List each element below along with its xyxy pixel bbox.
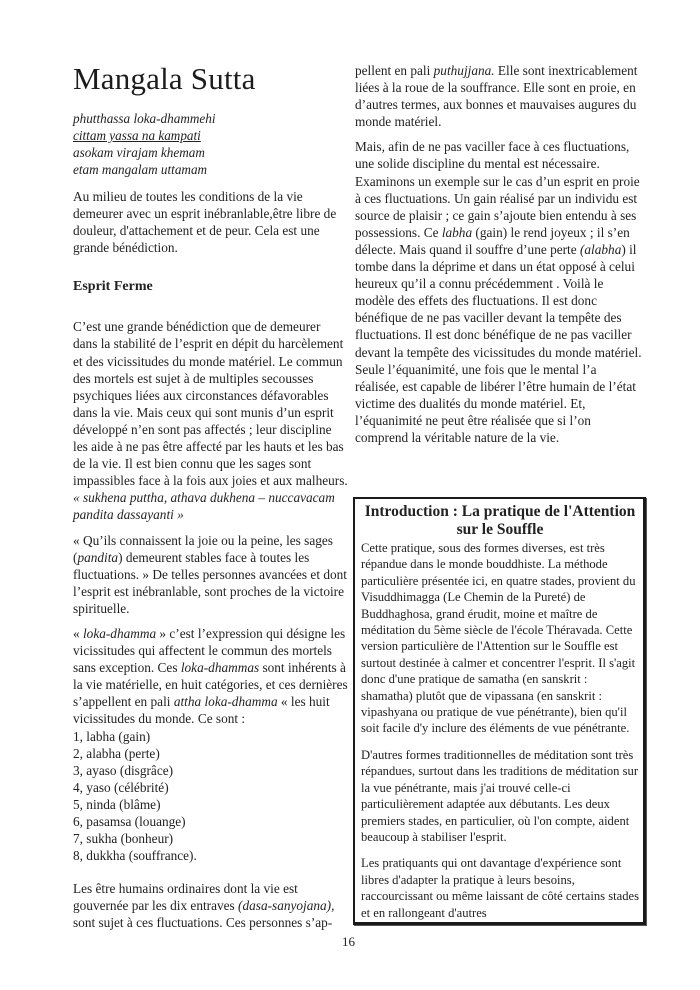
left-column — [73, 60, 348, 940]
page-number: 16 — [342, 934, 355, 949]
verse-line: etam mangalam uttamam — [73, 162, 208, 177]
body-paragraph — [355, 62, 643, 130]
pali-term: loka-dhamma — [82, 625, 157, 641]
box-paragraph: Les pratiquants qui ont davantage d'expérience sont libres d'adapter la pratique à leurs besoins, raccourcissant ou même laissant de côté certains stades et en rallongeant d'autres — [361, 856, 640, 920]
list-item: 2, alabha (perte) — [73, 745, 160, 761]
pali-term: pandita — [77, 549, 119, 565]
box-paragraph: Cette pratique, sous des formes diverses, est très répandue dans le monde bouddhiste. La méthode particulière présentée ici, en quatre stades, provient du Visuddhimagga (Le Chemin de la Pureté) de Buddhaghosa, grand érudit, moine et maître de méditation du 5ème siècle de l'école Théravada. Cette version particulière de l'Attention sur le Souffle est surtout destinée à calmer et concentrer l'esprit. Il s'agit donc d'une pratique de samatha (en sanskrit : shamatha) plutôt que de vipassana (en sanskrit : vipashyana ou pratique de vue pénétrante), bien qu'il soit facile d'y inclure des éléments de vue pénétrante. — [361, 541, 636, 736]
pali-term: labha — [441, 224, 473, 240]
intro-sidebar-box — [353, 497, 646, 925]
text-run: « les huit vicissitudes du monde. Ce sont : — [73, 694, 330, 727]
pali-verse — [73, 110, 348, 178]
box-title: Introduction : La pratique de l'Attention sur le Souffle — [364, 503, 636, 538]
pali-term: attha loka-dhamma — [173, 694, 278, 710]
list-item: 3, ayaso (disgrâce) — [73, 762, 174, 778]
list-item: 1, labha (gain) — [73, 728, 151, 744]
text-run: Mais, afin de ne pas vaciller face à ces fluctuations, une solide discipline du mental est nécessaire. Examinons un exemple sur le cas d’un esprit en proie à ces fluctuations. Un gain réalisé par un individu est source de plaisir ; ce gain s’ajoute bien entendu à ses possessions. Ce — [355, 139, 640, 240]
intro-paragraph: Au milieu de toutes les conditions de la vie demeurer avec un esprit inébranlable,être libre de douleur, d'attachement et de peur. Cela est une grande bénédiction. — [73, 189, 337, 256]
list-item: 7, sukha (bonheur) — [73, 831, 174, 847]
verse-line: asokam virajam khemam — [73, 145, 205, 160]
verse-line: phutthassa loka-dhammehi — [73, 111, 216, 126]
page-title: Mangala Sutta — [73, 61, 256, 96]
text-run: Les être humains ordinaires dont la vie est gouvernée par les dix entraves — [73, 881, 298, 914]
section-heading: Esprit Ferme — [73, 279, 153, 295]
list-item: 5, ninda (blâme) — [73, 796, 161, 812]
text-run: ) demeurent stables face à toutes les fluctuations. » De telles personnes avancées et dont l’esprit est inébranlable, sont proches de la victoire spirituelle. — [73, 549, 347, 616]
pali-term: (dasa-sanyojana), — [238, 898, 335, 914]
list-item: 4, yaso (célébrité) — [73, 779, 169, 795]
body-paragraph — [73, 880, 348, 931]
pali-term: (alabha — [579, 241, 622, 257]
text-run: sont sujet à ces fluctuations. Ces personnes s’ap- — [73, 915, 333, 931]
text-run: sont inhérents à la vie matérielle, en huit catégories, et ces dernières s’appellent en pali — [73, 660, 348, 710]
right-column — [355, 62, 643, 454]
text-run: Elle sont inextricablement liées à la roue de la souffrance. Elle sont en proie, en d’autres termes, aux bonnes et mauvaises augures du monde matériel. — [355, 63, 638, 130]
pali-term: puthujjana. — [433, 63, 495, 78]
list-item: 8, dukkha (souffrance). — [73, 848, 197, 864]
text-run: « Qu’ils connaissent la joie ou la peine, les sages ( — [73, 532, 333, 565]
text-run: « — [73, 625, 83, 641]
list-item: 6, pasamsa (louange) — [73, 814, 186, 829]
verse-line: cittam yassa na kampati — [73, 128, 201, 143]
body-paragraph — [355, 138, 643, 446]
body-paragraph: C’est une grande bénédiction que de demeurer dans la stabilité de l’esprit en dépit du harcèlement et des vicissitudes du monde matériel. Le commun des mortels est sujet à de multiples secousses psychiques liées aux circonstances défavorables dans la vie. Mais ceux qui sont munis d’un esprit développé n’en sont pas affectés ; leur discipline les aide à ne pas être affecté par les hauts et les bas de la vie. Il est bien connu que les sages sont impassibles face à la fois aux joies et aux malheurs. — [73, 319, 348, 489]
vicissitudes-list — [73, 728, 348, 865]
body-paragraph — [73, 625, 348, 728]
body-paragraph — [73, 532, 348, 617]
pali-quote: « sukhena puttha, athava dukhena – nuccavacam pandita dassayanti » — [73, 490, 335, 523]
pali-term: loka-dhammas — [180, 660, 260, 676]
text-run: pellent en pali — [355, 63, 434, 78]
text-run: (gain) le rend joyeux ; il s’en délecte. Mais quand il souffre d’une perte — [355, 224, 630, 257]
text-run: » c’est l’expression qui désigne les vicissitudes qui affectent le commun des mortels sans exception. Ces — [73, 625, 346, 676]
box-paragraph: D'autres formes traditionnelles de méditation sont très répandues, surtout dans les traditions de méditation sur la vue pénétrante, mais j'ai trouvé celle-ci particulièrement adaptée aux débutants. Les deux premiers stades, en particulier, où l'on compte, aident beaucoup à stabiliser l'esprit. — [361, 747, 639, 844]
text-run: ) il tombe dans la déprime et dans un état opposé à celui heureux qu’il a connu précédemment . Voilà le modèle des effets des fluctuations. Il est donc bénéfique de ne pas vaciller devant la tempête des fluctuations. Il est donc bénéfique de ne pas vaciller devant la tempête des vicissitudes du monde matériel. Seule l’équanimité, une fois que le mental l’a réalisée, est capable de libérer l’être humain de l’état victime des dualités du monde matériel. Et, l’équanimité ne peut être réalisée que si l’on comprend la véritable nature de la vie. — [355, 241, 642, 445]
